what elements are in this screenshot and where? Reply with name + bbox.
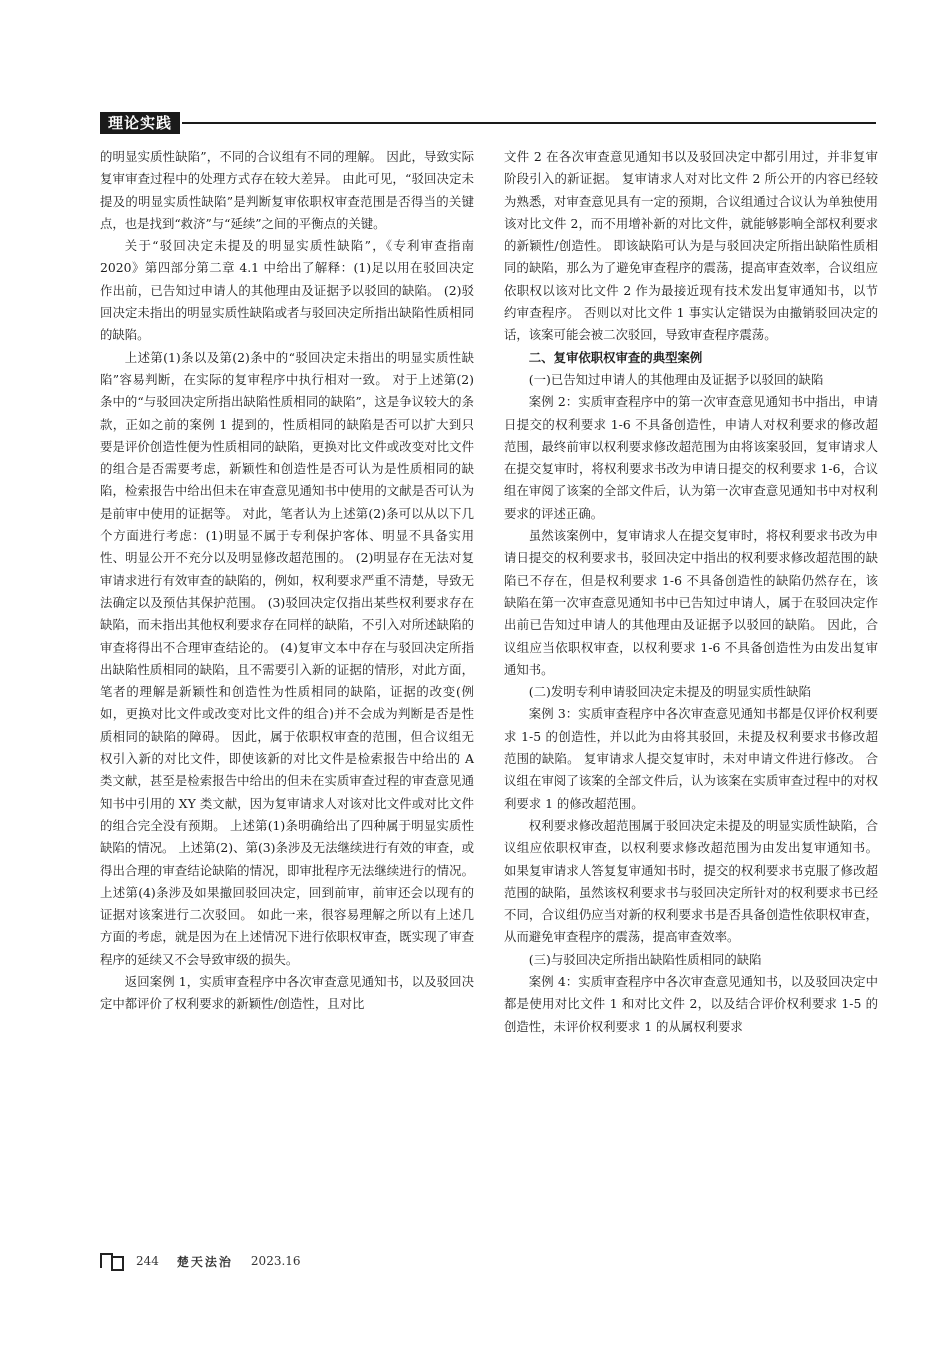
right-column xyxy=(504,146,878,1038)
section-heading: 二、复审依职权审查的典型案例 xyxy=(528,349,703,365)
body-paragraph: 案例 4：实质审查程序中各次审查意见通知书，以及驳回决定中都是使用对比文件 1 和对比文件 2，以及结合评价权利要求 1-5 的创造性，未评价权利要求 1 的从属权利要求 xyxy=(504,973,878,1034)
journal-name: 楚天法治 xyxy=(176,1254,233,1269)
sub-heading: (二)发明专利申请驳回决定未提及的明显实质性缺陷 xyxy=(528,684,812,700)
body-paragraph: 关于“驳回决定未提及的明显实质性缺陷”，《专利审查指南 2020》第四部分第二章 4.1 中给出了解释：(1)足以用在驳回决定作出前，已告知过申请人的其他理由及证据予以驳回的缺陷。 (2)驳回决定未指出的明显实质性缺陷或者与驳回决定所指出缺陷性质相同的缺陷。 xyxy=(100,238,474,343)
body-paragraph: 的明显实质性缺陷”，不同的合议组有不同的理解。 因此，导致实际复审审查过程中的处理方式存在较大差异。 由此可见，“驳回决定未提及的明显实质性缺陷”是判断复审依职权审查范围是否得当的关键点，也是找到“救济”与“延续”之间的平衡点的关键。 xyxy=(100,149,474,231)
body-paragraph: 上述第(1)条以及第(2)条中的“驳回决定未指出的明显实质性缺陷”容易判断，在实际的复审程序中执行相对一致。 对于上述第(2)条中的“与驳回决定所指出缺陷性质相同的缺陷”，这是争议较大的条款，正如之前的案例 1 提到的，性质相同的缺陷是否可以扩大到只要是评价创造性便为性质相同的缺陷，更换对比文件或改变对比文件的组合是否需要考虑，新颖性和创造性是否可认为是性质相同的缺陷，检索报告中给出但未在审查意见通知书中使用的文献是否可认为是前审中使用的证据等。 对此，笔者认为上述第(2)条可以从以下几个方面进行考虑：(1)明显不属于专利保护客体、明显不具备实用性、明显公开不充分以及明显修改超范围的。 (2)明显存在无法对复审请求进行有效审查的缺陷的，例如，权利要求严重不清楚，导致无法确定以及预估其保护范围。 (3)驳回决定仅指出某些权利要求存在缺陷，而未指出其他权利要求存在同样的缺陷，不引入对所述缺陷的审查将得出不合理审查结论的。 (4)复审文本中存在与驳回决定所指出缺陷性质相同的缺陷，且不需要引入新的证据的情形，对此方面，笔者的理解是新颖性和创造性为性质相同的缺陷，证据的改变(例如，更换对比文件或改变对比文件的组合)并不会成为判断是否是性质相同的缺陷的障碍。 因此，属于依职权审查的范围，但合议组无权引入新的对比文件，即使该新的对比文件是检索报告中给出的 A 类文献，甚至是检索报告中给出的但未在实质审查过程的审查意见通知书中引用的 XY 类文献，因为复审请求人对该对比文件或对比文件的组合完全没有预期。 上述第(1)条明确给出了四种属于明显实质性缺陷的情况。 上述第(2)、第(3)条涉及无法继续进行有效的审查，或得出合理的审查结论缺陷的情况，即审批程序无法继续进行的情况。 上述第(4)条涉及如果撤回驳回决定，回到前审，前审还会以现有的证据对该案进行二次驳回。 如此一来，很容易理解之所以有上述几方面的考虑，就是因为在上述情况下进行依职权审查，既实现了审查程序的延续又不会导致审级的损失。 xyxy=(100,349,474,967)
body-paragraph: 案例 3：实质审查程序中各次审查意见通知书都是仅评价权利要求 1-5 的创造性，并以此为由将其驳回，未提及权利要求书修改超范围的缺陷。 复审请求人提交复审时，未对申请文件进行修改。 合议组在审阅了该案的全部文件后，认为该案在实质审查过程中的对权利要求 1 的修改超范围。 xyxy=(504,706,878,811)
body-paragraph: 权利要求修改超范围属于驳回决定未提及的明显实质性缺陷，合议组应依职权审查，以权利要求修改超范围为由发出复审通知书。 如果复审请求人答复复审通知书时，提交的权利要求书克服了修改超范围的缺陷，虽然该权利要求书与驳回决定所针对的权利要求书已经不同，合议组仍应当对新的权利要求书是否具备创造性依职权审查，从而避免审查程序的震荡，提高审查效率。 xyxy=(504,817,878,945)
body-paragraph: 返回案例 1，实质审查程序中各次审查意见通知书，以及驳回决定中都评价了权利要求的新颖性/创造性，且对比 xyxy=(100,973,474,1012)
body-paragraph: 案例 2：实质审查程序中的第一次审查意见通知书中指出，申请日提交的权利要求 1-6 不具备创造性，申请人对权利要求的修改超范围，最终前审以权利要求修改超范围为由将该案驳回，复审请求人在提交复审时，将权利要求书改为申请日提交的权利要求 1-6，合议组在审阅了该案的全部文件后，认为第一次审查意见通知书中对权利要求的评述正确。 xyxy=(504,394,878,521)
journal-logo-icon xyxy=(100,1253,126,1269)
section-label: 理论实践 xyxy=(100,112,180,134)
header-rule xyxy=(182,122,876,124)
body-paragraph: 文件 2 在各次审查意见通知书以及驳回决定中都引用过，并非复审阶段引入的新证据。 复审请求人对对比文件 2 所公开的内容已经较为熟悉，对审查意见具有一定的预期，合议组通过合议认为单独使用该对比文件 2，而不用增补新的对比文件，就能够影响全部权利要求的新颖性/创造性。 即该缺陷可认为是与驳回决定所指出缺陷性质相同的缺陷，那么为了避免审查程序的震荡，提高审查效率，合议组应依职权以该对比文件 2 作为最接近现有技术发出复审通知书，以节约审查程序。 否则以对比文件 1 事实认定错误为由撤销驳回决定的话，该案可能会被二次驳回，导致审查程序震荡。 xyxy=(504,149,878,343)
left-column xyxy=(100,146,474,1016)
page-number: 244 xyxy=(136,1254,159,1268)
page-footer xyxy=(100,1250,319,1272)
sub-heading: (一)已告知过申请人的其他理由及证据予以驳回的缺陷 xyxy=(528,371,824,387)
issue-number: 2023.16 xyxy=(250,1254,301,1268)
body-paragraph: 虽然该案例中，复审请求人在提交复审时，将权利要求书改为申请日提交的权利要求书，驳回决定中指出的权利要求修改超范围的缺陷已不存在，但是权利要求 1-6 不具备创造性的缺陷仍然存在，该缺陷在第一次审查意见通知书中已告知过申请人，属于在驳回决定作出前已告知过申请人的其他理由及证据予以驳回的缺陷。 因此，合议组应当依职权审查，以权利要求 1-6 不具备创造性为由发出复审通知书。 xyxy=(504,528,878,677)
page-header xyxy=(100,112,876,134)
sub-heading: (三)与驳回决定所指出缺陷性质相同的缺陷 xyxy=(528,951,762,967)
